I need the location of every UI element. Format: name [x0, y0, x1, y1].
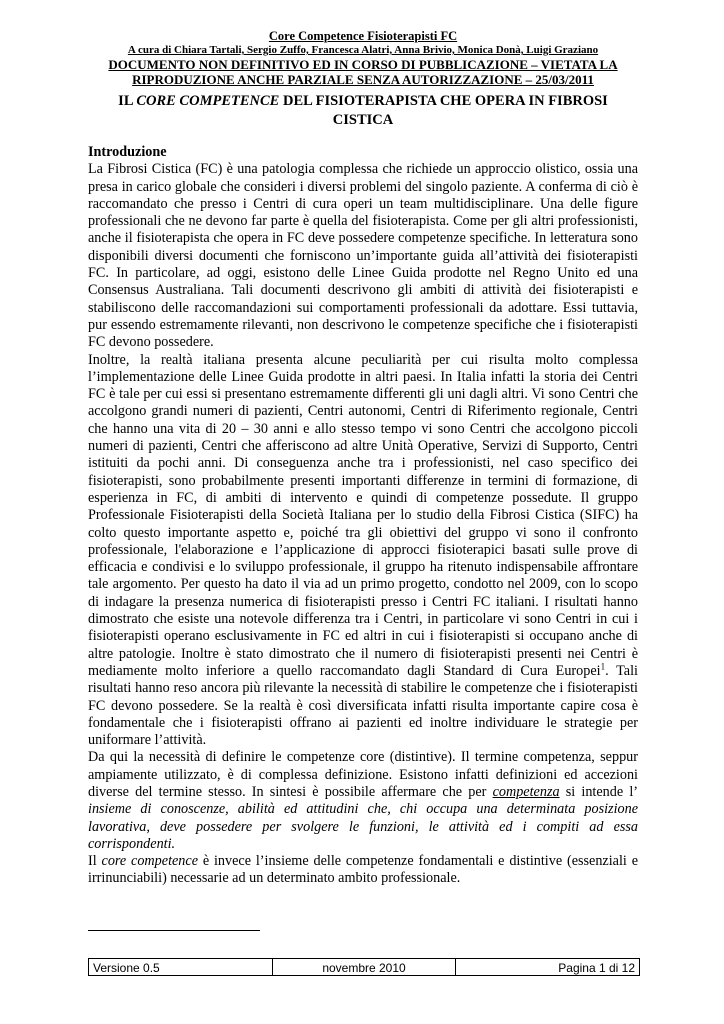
- header-notice-line1: DOCUMENTO NON DEFINITIVO ED IN CORSO DI PUBBLICAZIONE – VIETATA LA: [108, 57, 618, 72]
- term-competenza: competenza: [492, 783, 560, 800]
- paragraph-4: [88, 853, 638, 888]
- footnote-reference: 1: [600, 661, 606, 672]
- term-core-competence: core competence: [101, 853, 198, 870]
- document-title-suffix: DEL FISIOTERAPISTA CHE OPERA IN FIBROSI CISTICA: [279, 93, 608, 128]
- footnote-separator: [88, 930, 260, 931]
- footer-page-number: Pagina 1 di 12: [455, 959, 639, 975]
- paragraph-3-text-continued: si intende l’: [559, 783, 638, 800]
- section-heading: Introduzione: [88, 144, 167, 160]
- document-body: [88, 144, 638, 888]
- paragraph-2-text: Inoltre, la realtà italiana presenta alcune peculiarità per cui risulta molto complessa l’implementazione delle Linee Guida prodotte in altri paesi. In Italia infatti la storia dei Centri FC è tale per cui essi si presentano estremamente differenti gli uni dagli altri. Vi sono Centri che accolgono grandi numeri di pazienti, Centri autonomi, Centri di Riferimento regionale, Centri che hanno una vita di 20 – 30 anni e allo stesso tempo vi sono Centri che accolgono piccoli numeri di pazienti, Centri che afferiscono ad altre Unità Operative, Servizi di Supporto, Centri istituiti da pochi anni. Di conseguenza anche tra i professionisti, nel caso specifico dei fisioterapisti, sono probabilmente presenti importanti differenze in termini di formazione, di esperienza in FC, di ambiti di intervento e quindi di competenze possedute. Il gruppo Professionale Fisioterapisti della Società Italiana per lo studio della Fibrosi Cistica (SIFC) ha colto questo importante aspetto e, poiché tra gli obiettivi del gruppo vi sono il confronto professionale, l'elaborazione e l’applicazione di approcci fisioterapici basati sulle prove di efficacia e condivisi e lo sviluppo professionale, il gruppo ha ritenuto indispensabile affrontare tale argomento. Per questo ha dato il via ad un primo progetto, condotto nel 2009, con lo scopo di indagare la presenza numerica di fisioterapisti presso i Centri FC italiani. I risultati hanno dimostrato che esiste una notevole differenza tra i Centri, in particolare vi sono Centri in cui i fisioterapisti operano esclusivamente in FC ed altri in cui i fisioterapisti si occupano anche di altre patologie. Inoltre è stato dimostrato che il numero di fisioterapisti presenti nei Centri è mediamente molto inferiore a quello raccomandato dagli Standard di Cura Europei: [88, 351, 638, 679]
- page-footer: [88, 958, 640, 976]
- document-title-prefix: IL: [118, 93, 137, 109]
- paragraph-2-text-continued: . Tali risultati hanno reso ancora più rilevante la necessità di stabilire le competenze che i fisioterapisti FC devono possedere. Se la realtà è così diversificata infatti risulta importante capire cosa è fondamentale che i fisioterapisti offrano ai pazienti ed inoltre individuare le strategie per uniformare l’attività.: [88, 662, 638, 749]
- footer-date: novembre 2010: [272, 959, 456, 975]
- document-title-italic: CORE COMPETENCE: [136, 93, 280, 109]
- paragraph-4-text-continued: è invece l’insieme delle competenze fondamentali e distintive (essenziali e irrinunciabili) necessarie ad un determinato ambito professionale.: [88, 853, 638, 887]
- footer-version: Versione 0.5: [93, 961, 160, 975]
- definition-competenza: insieme di conoscenze, abilità ed attitudini che, chi occupa una determinata posizione lavorativa, deve possedere per svolgere le funzioni, le attività ed i compiti ad essa corrispondenti.: [88, 801, 638, 852]
- paragraph-3: [88, 749, 638, 853]
- paragraph-1: La Fibrosi Cistica (FC) è una patologia complessa che richiede un approccio olistico, ossia una presa in carico globale che consideri i diversi problemi del singolo paziente. A conferma di ciò è raccomandato che presso i Centri di cura operi un team multidisciplinare. Una delle figure professionali che ne devono far parte è quella del fisioterapista. Come per gli altri professionisti, anche il fisioterapista che opera in FC deve possedere competenze specifiche. In letteratura sono disponibili diversi documenti che forniscono un’importante guida all’attività dei fisioterapisti FC. In particolare, ad oggi, esistono delle Linee Guida prodotte nel Regno Unito ed una Consensus Australiana. Tali documenti descrivono gli ambiti di attività dei fisioterapisti e stabiliscono delle raccomandazioni sui comportamenti professionali da adottare. Essi tuttavia, pur essendo estremamente rilevanti, non descrivono le competenze specifiche che i fisioterapisti FC devono possedere.: [88, 161, 638, 351]
- header-notice-line2: RIPRODUZIONE ANCHE PARZIALE SENZA AUTORIZZAZIONE – 25/03/2011: [132, 72, 594, 87]
- header-title: Core Competence Fisioterapisti FC: [268, 29, 458, 43]
- page-header: [88, 29, 638, 87]
- paragraph-4-text: Il: [88, 853, 102, 870]
- header-authors: A cura di Chiara Tartali, Sergio Zuffo, Francesca Alatri, Anna Brivio, Monica Donà, Luigi Graziano: [127, 44, 599, 56]
- paragraph-3-text: Da qui la necessità di definire le competenze core (distintive). Il termine competenza, seppur ampiamente utilizzato, è di complessa definizione. Esistono infatti definizioni ed accezioni diverse del termine stesso. In sintesi è possibile affermare che per: [88, 749, 638, 800]
- paragraph-2: [88, 352, 638, 750]
- document-title: [88, 92, 638, 130]
